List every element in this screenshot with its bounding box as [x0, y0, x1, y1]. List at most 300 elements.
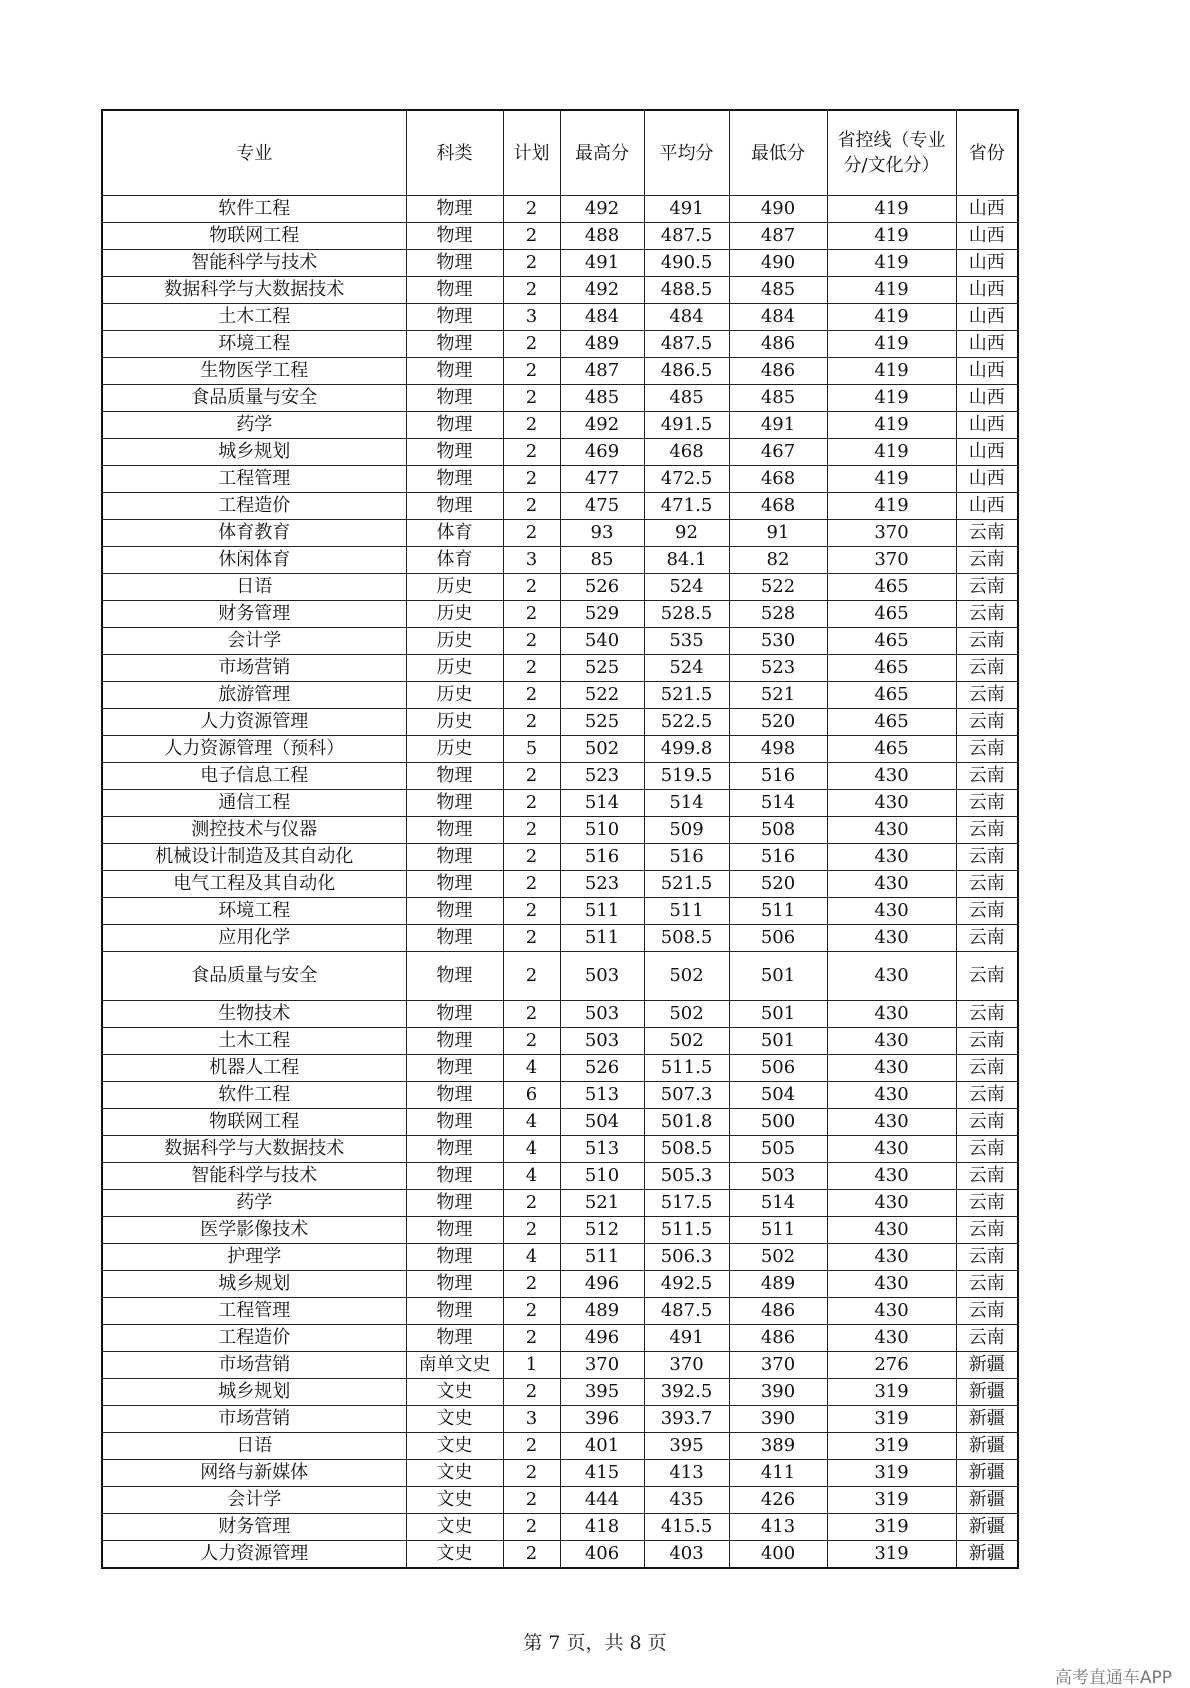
cell-category: 物理 — [406, 844, 503, 871]
cell-category: 历史 — [406, 574, 503, 601]
cell-major: 应用化学 — [102, 925, 406, 952]
cell-province: 云南 — [956, 1217, 1018, 1244]
cell-category: 物理 — [406, 1001, 503, 1028]
cell-province: 山西 — [956, 412, 1018, 439]
cell-max: 415 — [560, 1460, 644, 1487]
cell-min: 485 — [729, 277, 827, 304]
cell-category: 物理 — [406, 1136, 503, 1163]
table-row — [102, 817, 1018, 844]
cell-control-line: 419 — [827, 223, 956, 250]
cell-plan: 5 — [503, 736, 560, 763]
cell-major: 软件工程 — [102, 1082, 406, 1109]
cell-min: 516 — [729, 844, 827, 871]
cell-min: 506 — [729, 1055, 827, 1082]
cell-category: 物理 — [406, 763, 503, 790]
cell-category: 物理 — [406, 871, 503, 898]
table-row — [102, 196, 1018, 223]
header-max-score: 最高分 — [560, 110, 644, 196]
cell-avg: 511.5 — [644, 1055, 729, 1082]
cell-avg: 488.5 — [644, 277, 729, 304]
cell-category: 物理 — [406, 1271, 503, 1298]
cell-avg: 492.5 — [644, 1271, 729, 1298]
cell-category: 文史 — [406, 1487, 503, 1514]
cell-avg: 506.3 — [644, 1244, 729, 1271]
cell-avg: 471.5 — [644, 493, 729, 520]
cell-max: 406 — [560, 1541, 644, 1569]
table-row — [102, 1325, 1018, 1352]
cell-max: 503 — [560, 1028, 644, 1055]
table-row — [102, 1487, 1018, 1514]
cell-control-line: 465 — [827, 736, 956, 763]
cell-min: 400 — [729, 1541, 827, 1569]
cell-category: 物理 — [406, 925, 503, 952]
cell-max: 492 — [560, 412, 644, 439]
cell-control-line: 430 — [827, 1244, 956, 1271]
cell-province: 云南 — [956, 628, 1018, 655]
cell-avg: 524 — [644, 655, 729, 682]
cell-plan: 3 — [503, 304, 560, 331]
cell-province: 新疆 — [956, 1433, 1018, 1460]
cell-major: 环境工程 — [102, 898, 406, 925]
cell-control-line: 430 — [827, 1055, 956, 1082]
cell-major: 智能科学与技术 — [102, 250, 406, 277]
cell-category: 体育 — [406, 547, 503, 574]
table-row — [102, 790, 1018, 817]
cell-min: 490 — [729, 196, 827, 223]
cell-category: 历史 — [406, 682, 503, 709]
cell-major: 工程造价 — [102, 493, 406, 520]
table-row — [102, 304, 1018, 331]
cell-control-line: 430 — [827, 871, 956, 898]
cell-control-line: 319 — [827, 1379, 956, 1406]
cell-plan: 2 — [503, 493, 560, 520]
cell-major: 电子信息工程 — [102, 763, 406, 790]
cell-avg: 509 — [644, 817, 729, 844]
cell-control-line: 465 — [827, 709, 956, 736]
cell-major: 物联网工程 — [102, 223, 406, 250]
table-row — [102, 844, 1018, 871]
cell-min: 506 — [729, 925, 827, 952]
cell-min: 504 — [729, 1082, 827, 1109]
cell-max: 523 — [560, 871, 644, 898]
cell-control-line: 430 — [827, 925, 956, 952]
cell-avg: 435 — [644, 1487, 729, 1514]
cell-max: 496 — [560, 1271, 644, 1298]
table-row — [102, 385, 1018, 412]
cell-province: 云南 — [956, 898, 1018, 925]
cell-category: 文史 — [406, 1460, 503, 1487]
cell-min: 485 — [729, 385, 827, 412]
table-row — [102, 628, 1018, 655]
table-row — [102, 1433, 1018, 1460]
cell-max: 510 — [560, 817, 644, 844]
cell-major: 市场营销 — [102, 1406, 406, 1433]
cell-max: 525 — [560, 655, 644, 682]
cell-control-line: 370 — [827, 520, 956, 547]
table-row — [102, 1352, 1018, 1379]
cell-max: 522 — [560, 682, 644, 709]
cell-province: 山西 — [956, 385, 1018, 412]
cell-max: 514 — [560, 790, 644, 817]
cell-control-line: 419 — [827, 385, 956, 412]
cell-plan: 2 — [503, 520, 560, 547]
cell-max: 477 — [560, 466, 644, 493]
cell-province: 云南 — [956, 1001, 1018, 1028]
cell-control-line: 430 — [827, 763, 956, 790]
cell-max: 511 — [560, 1244, 644, 1271]
table-row — [102, 601, 1018, 628]
cell-control-line: 430 — [827, 952, 956, 1001]
cell-plan: 2 — [503, 871, 560, 898]
cell-province: 新疆 — [956, 1379, 1018, 1406]
cell-min: 500 — [729, 1109, 827, 1136]
cell-control-line: 430 — [827, 1271, 956, 1298]
cell-avg: 490.5 — [644, 250, 729, 277]
cell-major: 市场营销 — [102, 1352, 406, 1379]
cell-category: 文史 — [406, 1433, 503, 1460]
cell-province: 山西 — [956, 466, 1018, 493]
cell-avg: 502 — [644, 952, 729, 1001]
cell-avg: 392.5 — [644, 1379, 729, 1406]
cell-min: 523 — [729, 655, 827, 682]
cell-plan: 2 — [503, 628, 560, 655]
cell-plan: 3 — [503, 1406, 560, 1433]
cell-category: 文史 — [406, 1406, 503, 1433]
cell-major: 城乡规划 — [102, 1379, 406, 1406]
cell-plan: 2 — [503, 1298, 560, 1325]
cell-control-line: 430 — [827, 1082, 956, 1109]
cell-category: 物理 — [406, 1055, 503, 1082]
table-row — [102, 1406, 1018, 1433]
cell-province: 云南 — [956, 682, 1018, 709]
cell-avg: 528.5 — [644, 601, 729, 628]
cell-control-line: 419 — [827, 466, 956, 493]
cell-category: 物理 — [406, 952, 503, 1001]
cell-province: 山西 — [956, 250, 1018, 277]
cell-control-line: 430 — [827, 898, 956, 925]
table-row — [102, 223, 1018, 250]
cell-min: 489 — [729, 1271, 827, 1298]
cell-max: 491 — [560, 250, 644, 277]
cell-min: 498 — [729, 736, 827, 763]
table-row — [102, 493, 1018, 520]
cell-province: 云南 — [956, 1136, 1018, 1163]
admission-score-table — [101, 109, 1019, 1569]
cell-major: 城乡规划 — [102, 1271, 406, 1298]
cell-avg: 514 — [644, 790, 729, 817]
cell-min: 370 — [729, 1352, 827, 1379]
cell-min: 521 — [729, 682, 827, 709]
cell-plan: 2 — [503, 1514, 560, 1541]
cell-min: 491 — [729, 412, 827, 439]
cell-avg: 413 — [644, 1460, 729, 1487]
cell-plan: 2 — [503, 844, 560, 871]
cell-control-line: 430 — [827, 1163, 956, 1190]
cell-max: 401 — [560, 1433, 644, 1460]
cell-avg: 511.5 — [644, 1217, 729, 1244]
cell-province: 新疆 — [956, 1487, 1018, 1514]
cell-category: 物理 — [406, 439, 503, 466]
table-row — [102, 952, 1018, 1001]
cell-province: 云南 — [956, 655, 1018, 682]
cell-max: 526 — [560, 1055, 644, 1082]
cell-avg: 472.5 — [644, 466, 729, 493]
watermark-text: 高考直通车APP — [1054, 1668, 1172, 1688]
cell-province: 云南 — [956, 1244, 1018, 1271]
cell-plan: 4 — [503, 1109, 560, 1136]
cell-major: 测控技术与仪器 — [102, 817, 406, 844]
cell-max: 510 — [560, 1163, 644, 1190]
cell-category: 物理 — [406, 385, 503, 412]
cell-province: 山西 — [956, 493, 1018, 520]
table-row — [102, 709, 1018, 736]
cell-plan: 2 — [503, 412, 560, 439]
cell-min: 82 — [729, 547, 827, 574]
cell-max: 469 — [560, 439, 644, 466]
cell-min: 486 — [729, 358, 827, 385]
cell-max: 502 — [560, 736, 644, 763]
cell-major: 电气工程及其自动化 — [102, 871, 406, 898]
cell-category: 物理 — [406, 304, 503, 331]
table-row — [102, 1190, 1018, 1217]
table-row — [102, 1460, 1018, 1487]
table-row — [102, 466, 1018, 493]
table-row — [102, 871, 1018, 898]
cell-province: 山西 — [956, 196, 1018, 223]
table-row — [102, 1055, 1018, 1082]
cell-max: 487 — [560, 358, 644, 385]
cell-avg: 370 — [644, 1352, 729, 1379]
cell-plan: 2 — [503, 1217, 560, 1244]
cell-major: 网络与新媒体 — [102, 1460, 406, 1487]
cell-avg: 491 — [644, 196, 729, 223]
cell-major: 会计学 — [102, 1487, 406, 1514]
cell-min: 484 — [729, 304, 827, 331]
cell-max: 492 — [560, 196, 644, 223]
cell-max: 444 — [560, 1487, 644, 1514]
cell-avg: 508.5 — [644, 1136, 729, 1163]
cell-control-line: 465 — [827, 682, 956, 709]
table-body — [102, 196, 1018, 1569]
cell-province: 云南 — [956, 1082, 1018, 1109]
cell-min: 514 — [729, 790, 827, 817]
cell-avg: 521.5 — [644, 682, 729, 709]
cell-avg: 491 — [644, 1325, 729, 1352]
cell-plan: 2 — [503, 1028, 560, 1055]
cell-min: 486 — [729, 1325, 827, 1352]
cell-min: 502 — [729, 1244, 827, 1271]
cell-category: 文史 — [406, 1379, 503, 1406]
cell-major: 人力资源管理（预科） — [102, 736, 406, 763]
cell-control-line: 419 — [827, 196, 956, 223]
cell-province: 云南 — [956, 574, 1018, 601]
cell-province: 云南 — [956, 547, 1018, 574]
cell-max: 395 — [560, 1379, 644, 1406]
cell-category: 物理 — [406, 277, 503, 304]
header-major: 专业 — [102, 110, 406, 196]
cell-max: 370 — [560, 1352, 644, 1379]
cell-province: 云南 — [956, 844, 1018, 871]
cell-min: 467 — [729, 439, 827, 466]
table-row — [102, 1082, 1018, 1109]
table-row — [102, 763, 1018, 790]
table-row — [102, 1514, 1018, 1541]
table-row — [102, 1028, 1018, 1055]
cell-plan: 4 — [503, 1244, 560, 1271]
cell-plan: 2 — [503, 1460, 560, 1487]
cell-control-line: 465 — [827, 574, 956, 601]
cell-min: 468 — [729, 493, 827, 520]
cell-plan: 2 — [503, 466, 560, 493]
cell-min: 390 — [729, 1379, 827, 1406]
cell-max: 503 — [560, 1001, 644, 1028]
cell-max: 85 — [560, 547, 644, 574]
cell-category: 物理 — [406, 1109, 503, 1136]
cell-control-line: 319 — [827, 1541, 956, 1569]
cell-province: 云南 — [956, 520, 1018, 547]
cell-category: 历史 — [406, 736, 503, 763]
cell-major: 生物医学工程 — [102, 358, 406, 385]
cell-plan: 2 — [503, 574, 560, 601]
cell-avg: 517.5 — [644, 1190, 729, 1217]
cell-min: 413 — [729, 1514, 827, 1541]
cell-max: 526 — [560, 574, 644, 601]
cell-max: 489 — [560, 1298, 644, 1325]
cell-major: 日语 — [102, 574, 406, 601]
cell-max: 525 — [560, 709, 644, 736]
cell-plan: 6 — [503, 1082, 560, 1109]
cell-plan: 2 — [503, 358, 560, 385]
cell-control-line: 430 — [827, 1136, 956, 1163]
cell-major: 软件工程 — [102, 196, 406, 223]
cell-category: 物理 — [406, 790, 503, 817]
table-row — [102, 1298, 1018, 1325]
cell-avg: 502 — [644, 1001, 729, 1028]
cell-min: 501 — [729, 952, 827, 1001]
cell-major: 食品质量与安全 — [102, 952, 406, 1001]
cell-plan: 2 — [503, 1001, 560, 1028]
cell-category: 物理 — [406, 1028, 503, 1055]
cell-plan: 2 — [503, 709, 560, 736]
cell-plan: 2 — [503, 817, 560, 844]
cell-min: 490 — [729, 250, 827, 277]
cell-avg: 484 — [644, 304, 729, 331]
cell-plan: 2 — [503, 1379, 560, 1406]
cell-category: 物理 — [406, 358, 503, 385]
table-row — [102, 331, 1018, 358]
header-province: 省份 — [956, 110, 1018, 196]
cell-max: 484 — [560, 304, 644, 331]
table-row — [102, 1136, 1018, 1163]
table-row — [102, 1217, 1018, 1244]
cell-major: 数据科学与大数据技术 — [102, 277, 406, 304]
cell-plan: 2 — [503, 655, 560, 682]
cell-province: 云南 — [956, 1028, 1018, 1055]
cell-avg: 501.8 — [644, 1109, 729, 1136]
cell-category: 物理 — [406, 898, 503, 925]
cell-category: 物理 — [406, 1082, 503, 1109]
cell-major: 工程管理 — [102, 1298, 406, 1325]
cell-max: 475 — [560, 493, 644, 520]
cell-category: 历史 — [406, 628, 503, 655]
cell-plan: 2 — [503, 223, 560, 250]
cell-major: 休闲体育 — [102, 547, 406, 574]
cell-major: 护理学 — [102, 1244, 406, 1271]
cell-plan: 4 — [503, 1136, 560, 1163]
cell-major: 药学 — [102, 412, 406, 439]
cell-province: 新疆 — [956, 1541, 1018, 1569]
cell-max: 396 — [560, 1406, 644, 1433]
cell-plan: 2 — [503, 925, 560, 952]
cell-control-line: 370 — [827, 547, 956, 574]
cell-min: 501 — [729, 1028, 827, 1055]
cell-max: 523 — [560, 763, 644, 790]
cell-province: 山西 — [956, 223, 1018, 250]
cell-max: 485 — [560, 385, 644, 412]
cell-province: 云南 — [956, 601, 1018, 628]
cell-plan: 2 — [503, 1541, 560, 1569]
cell-plan: 2 — [503, 601, 560, 628]
header-category: 科类 — [406, 110, 503, 196]
cell-major: 医学影像技术 — [102, 1217, 406, 1244]
cell-min: 389 — [729, 1433, 827, 1460]
cell-avg: 468 — [644, 439, 729, 466]
table-row — [102, 1001, 1018, 1028]
cell-control-line: 430 — [827, 790, 956, 817]
cell-max: 488 — [560, 223, 644, 250]
table-row — [102, 1379, 1018, 1406]
cell-major: 工程造价 — [102, 1325, 406, 1352]
cell-avg: 486.5 — [644, 358, 729, 385]
cell-max: 492 — [560, 277, 644, 304]
cell-category: 历史 — [406, 709, 503, 736]
cell-min: 520 — [729, 871, 827, 898]
table-row — [102, 250, 1018, 277]
cell-category: 物理 — [406, 466, 503, 493]
cell-min: 511 — [729, 1217, 827, 1244]
cell-control-line: 319 — [827, 1433, 956, 1460]
cell-avg: 487.5 — [644, 331, 729, 358]
cell-plan: 2 — [503, 1190, 560, 1217]
cell-avg: 519.5 — [644, 763, 729, 790]
cell-major: 机械设计制造及其自动化 — [102, 844, 406, 871]
cell-major: 生物技术 — [102, 1001, 406, 1028]
table-row — [102, 1163, 1018, 1190]
table-row — [102, 736, 1018, 763]
table-row — [102, 547, 1018, 574]
cell-control-line: 419 — [827, 250, 956, 277]
header-plan: 计划 — [503, 110, 560, 196]
table-row — [102, 1271, 1018, 1298]
cell-province: 新疆 — [956, 1406, 1018, 1433]
cell-max: 503 — [560, 952, 644, 1001]
cell-province: 云南 — [956, 952, 1018, 1001]
cell-plan: 1 — [503, 1352, 560, 1379]
cell-avg: 84.1 — [644, 547, 729, 574]
table-row — [102, 682, 1018, 709]
cell-plan: 4 — [503, 1163, 560, 1190]
cell-control-line: 319 — [827, 1514, 956, 1541]
cell-major: 通信工程 — [102, 790, 406, 817]
table-row — [102, 358, 1018, 385]
cell-min: 511 — [729, 898, 827, 925]
cell-province: 云南 — [956, 1109, 1018, 1136]
cell-plan: 2 — [503, 790, 560, 817]
cell-category: 物理 — [406, 196, 503, 223]
cell-major: 人力资源管理 — [102, 709, 406, 736]
cell-control-line: 430 — [827, 1190, 956, 1217]
table-row — [102, 277, 1018, 304]
